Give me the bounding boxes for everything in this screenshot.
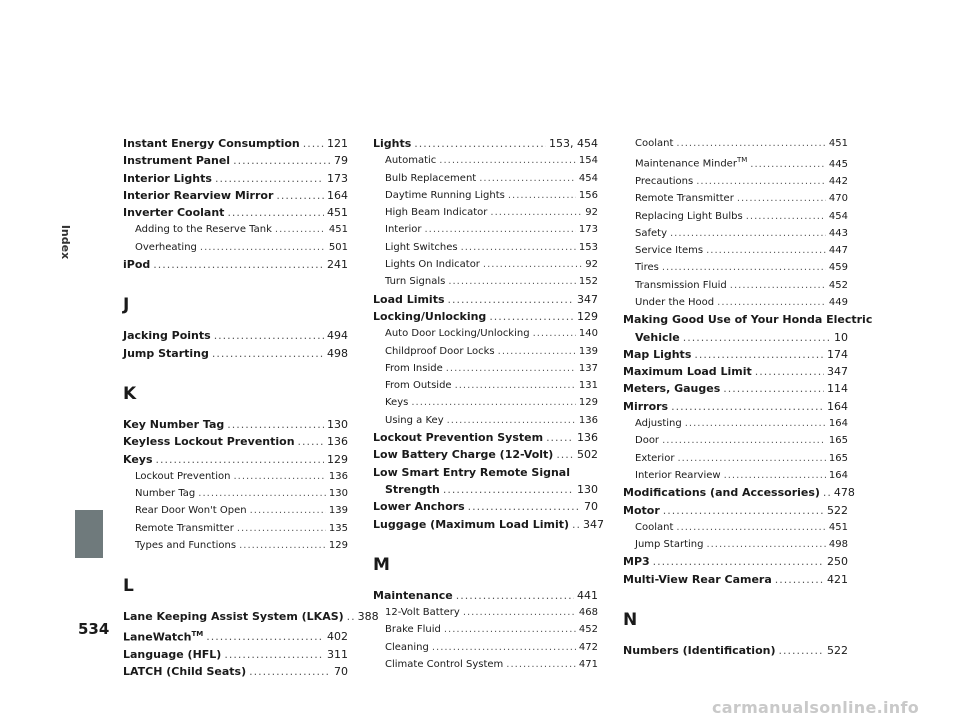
index-entry[interactable]: Numbers (Identification) ..... 522 [623,642,848,659]
index-subentry[interactable]: Overheating ..... 501 [123,239,348,256]
index-subentry[interactable]: Remote Transmitter ..... 470 [623,190,848,207]
index-entry[interactable]: Keys ..... 129 [123,451,348,468]
watermark: carmanualsonline.info [712,698,920,717]
index-subentry[interactable]: Rear Door Won't Open ..... 139 [123,502,348,519]
index-column-3 [623,135,873,659]
index-subentry[interactable]: Adding to the Reserve Tank ..... 451 [123,221,348,238]
index-subentry[interactable]: Tires ..... 459 [623,259,848,276]
index-subentry[interactable]: Interior Rearview ..... 164 [623,467,848,484]
index-subentry[interactable]: Lockout Prevention ..... 136 [123,468,348,485]
index-subentry[interactable]: Auto Door Locking/Unlocking ..... 140 [373,325,598,342]
index-entry[interactable]: Load Limits ..... 347 [373,291,598,308]
index-entry[interactable]: Interior Lights ..... 173 [123,170,348,187]
index-subentry[interactable]: Brake Fluid ..... 452 [373,621,598,638]
index-side-tab [0,0,75,558]
index-entry[interactable]: Low Battery Charge (12-Volt) ..... 502 [373,446,598,463]
index-entry[interactable]: LaneWatch™ ..... 402 [123,626,348,646]
index-entry[interactable]: Instrument Panel ..... 79 [123,152,348,169]
index-entry[interactable]: Jump Starting ..... 498 [123,345,348,362]
index-entry[interactable]: LATCH (Child Seats) ..... 70 [123,663,348,680]
index-subentry[interactable]: Light Switches ..... 153 [373,239,598,256]
index-entry-continued[interactable]: Vehicle ..... 10 [623,329,848,346]
index-subentry[interactable]: Under the Hood ..... 449 [623,294,848,311]
index-subentry[interactable]: Lights On Indicator ..... 92 [373,256,598,273]
index-subentry[interactable]: 12-Volt Battery ..... 468 [373,604,598,621]
index-subentry[interactable]: Door ..... 165 [623,432,848,449]
index-subentry[interactable]: Bulb Replacement ..... 454 [373,170,598,187]
section-letter-j: J [123,295,130,316]
index-entry[interactable]: Inverter Coolant ..... 451 [123,204,348,221]
index-entry[interactable]: Map Lights ..... 174 [623,346,848,363]
side-tab-strip [0,0,75,558]
index-subentry[interactable]: High Beam Indicator ..... 92 [373,204,598,221]
index-subentry[interactable]: Jump Starting ..... 498 [623,536,848,553]
index-subentry[interactable]: Using a Key ..... 136 [373,412,598,429]
index-entry[interactable]: Making Good Use of Your Honda Electric [623,313,873,327]
index-entry[interactable]: Lower Anchors ..... 70 [373,498,598,515]
section-letter-n: N [623,610,638,631]
side-label-index: Index [59,224,72,260]
index-entry[interactable]: Multi-View Rear Camera ..... 421 [623,571,848,588]
index-subentry[interactable]: Coolant ..... 451 [623,519,848,536]
index-subentry[interactable]: Service Items ..... 447 [623,242,848,259]
index-subentry[interactable]: Precautions ..... 442 [623,173,848,190]
section-letter-m: M [373,554,390,575]
index-entry[interactable]: Locking/Unlocking ..... 129 [373,308,598,325]
index-subentry[interactable]: Adjusting ..... 164 [623,415,848,432]
index-subentry[interactable]: Automatic ..... 154 [373,152,598,169]
index-entry[interactable]: Motor ..... 522 [623,502,848,519]
trademark-mark: TM [736,156,748,165]
index-subentry[interactable]: Turn Signals ..... 152 [373,273,598,290]
section-letter-k: K [123,383,137,404]
index-entry[interactable]: Maximum Load Limit ..... 347 [623,363,848,380]
index-subentry[interactable]: Maintenance Minder™ ..... 445 [623,152,848,173]
index-entry[interactable]: Lane Keeping Assist System (LKAS) ..... 388 [123,608,348,625]
index-entry[interactable]: Mirrors ..... 164 [623,398,848,415]
index-subentry[interactable]: Daytime Running Lights ..... 156 [373,187,598,204]
index-entry[interactable]: Jacking Points ..... 494 [123,327,348,344]
index-entry[interactable]: Luggage (Maximum Load Limit) ..... 347 [373,516,598,533]
index-subentry[interactable]: Transmission Fluid ..... 452 [623,277,848,294]
index-subentry[interactable]: Exterior ..... 165 [623,450,848,467]
index-subentry[interactable]: Interior ..... 173 [373,221,598,238]
index-entry-continued[interactable]: Strength ..... 130 [373,481,598,498]
index-subentry[interactable]: Number Tag ..... 130 [123,485,348,502]
index-column-2 [373,135,605,673]
index-subentry[interactable]: Climate Control System ..... 471 [373,656,598,673]
index-subentry[interactable]: Coolant ..... 451 [623,135,848,152]
index-entry[interactable]: Low Smart Entry Remote Signal [373,465,570,479]
index-subentry[interactable]: From Outside ..... 131 [373,377,598,394]
index-entry[interactable]: Key Number Tag ..... 130 [123,416,348,433]
index-entry[interactable]: Lockout Prevention System ..... 136 [373,429,598,446]
trademark-mark: TM [191,629,204,638]
index-subentry[interactable]: Remote Transmitter ..... 135 [123,520,348,537]
index-subentry[interactable]: Cleaning ..... 472 [373,639,598,656]
index-subentry[interactable]: Keys ..... 129 [373,394,598,411]
index-subentry[interactable]: Types and Functions ..... 129 [123,537,348,554]
index-entry[interactable]: Language (HFL) ..... 311 [123,646,348,663]
page-number: 534 [78,620,110,638]
index-column-1 [123,135,379,680]
index-subentry[interactable]: Childproof Door Locks ..... 139 [373,343,598,360]
index-entry[interactable]: Interior Rearview Mirror ..... 164 [123,187,348,204]
index-entry[interactable]: iPod ..... 241 [123,256,348,273]
index-entry[interactable]: Maintenance ..... 441 [373,587,598,604]
index-entry[interactable]: Keyless Lockout Prevention ..... 136 [123,433,348,450]
index-subentry[interactable]: From Inside ..... 137 [373,360,598,377]
index-tab-marker [75,510,103,558]
index-entry[interactable]: Meters, Gauges ..... 114 [623,380,848,397]
index-entry[interactable]: Lights ..... 153, 454 [373,135,598,152]
index-entry[interactable]: Modifications (and Accessories) ..... 478 [623,484,848,501]
index-entry[interactable]: MP3 ..... 250 [623,553,848,570]
section-letter-l: L [123,576,134,597]
index-subentry[interactable]: Replacing Light Bulbs ..... 454 [623,208,848,225]
index-entry[interactable]: Instant Energy Consumption ..... 121 [123,135,348,152]
index-subentry[interactable]: Safety ..... 443 [623,225,848,242]
